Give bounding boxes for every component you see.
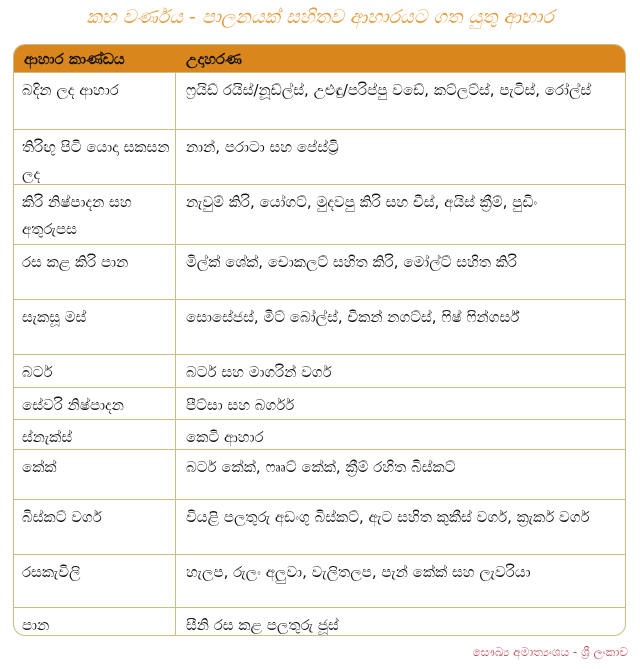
table-row [14,72,625,129]
table-row [14,354,625,387]
row-examples: පීට්සා සහ බර්ගර් [186,396,295,414]
row-category: බටර් [14,355,176,387]
row-examples: සීනි රස කළ පලතුරු ජූස් [186,616,339,634]
table-row [14,129,625,184]
table-row [14,419,625,449]
row-examples: හැලප, රුලං අලුවා, වැලිතලප, පැන් කේක් සහ ලැවරියා [186,563,531,581]
row-category: බදින ලද ආහාර [14,73,176,129]
row-category: රසකැවිලි [14,555,176,607]
page-title: කහ වර්ණය - පාලනයක් සහිතව ආහාරයට ගත යුතු ආහාර [86,6,554,28]
source-credit: සෞඛ්‍ය අමාත්‍යංශය - ශ්‍රී ලංකාව [472,645,628,659]
row-examples: බටර් සහ මාගරින් වර්ග [186,363,332,381]
row-examples: නැවුම් කිරි, යෝගට්, මුදවපු කිරි සහ චීස්, අයිස් ක්‍රීම්, පුඩිං [186,193,538,211]
header-examples: උදාහරණ [186,49,242,68]
row-category: බිස්කට් වර්ග [14,500,176,554]
row-category: කිරි නිෂ්පාදන සහ අතුරුපස [14,185,176,244]
row-category: ස්නැක්ස් [14,420,176,449]
row-category: රස කළ කිරි පාන [14,245,176,299]
row-category: තිරිඟු පිටි යොදා සකසන ලද [14,130,176,184]
table-row [14,299,625,354]
food-table [13,44,626,636]
table-row [14,184,625,244]
row-examples: සොසේජස්, මීට් බෝල්ස්, චිකන් නගට්ස්, ෆිෂ් ෆින්ගර්ස් [186,308,520,326]
row-examples: මිල්ක් ශේක්, චොකලට් සහිත කිරි, මෝල්ට් සහිත කිරි [186,253,517,271]
row-category: සේවරි නිෂ්පාදන [14,388,176,419]
row-examples: ෆ්‍රයිඩ් රයිස්/නූඩ්ල්ස්, උළුඳු/පරිප්පු වඩේ, කට්ලට්ස්, පැටිස්, රෝල්ස් [186,81,592,99]
table-row [14,554,625,607]
table-header [14,45,625,72]
row-examples: නාන්, පරාටා සහ පේස්ට්‍රි [186,138,339,156]
row-category: කේක් [14,450,176,499]
row-examples: කෙටි ආහාර [186,428,264,446]
row-category: පාන [14,608,176,635]
row-category: සැකසූ මස් [14,300,176,354]
table-row [14,244,625,299]
table-row [14,387,625,419]
header-category: ආහාර කාණ්ඩය [24,49,125,68]
table-row [14,607,625,635]
table-row [14,499,625,554]
row-examples: බටර් කේක්, ෆෲට් කේක්, ක්‍රීම් රහිත බිස්කට් [186,458,456,476]
row-examples: වියළි පලතුරු අඩංගු බිස්කට්, ඇට සහිත කුකීස් වර්ග, ක්‍රැකර් වර්ග [186,508,590,526]
table-row [14,449,625,499]
